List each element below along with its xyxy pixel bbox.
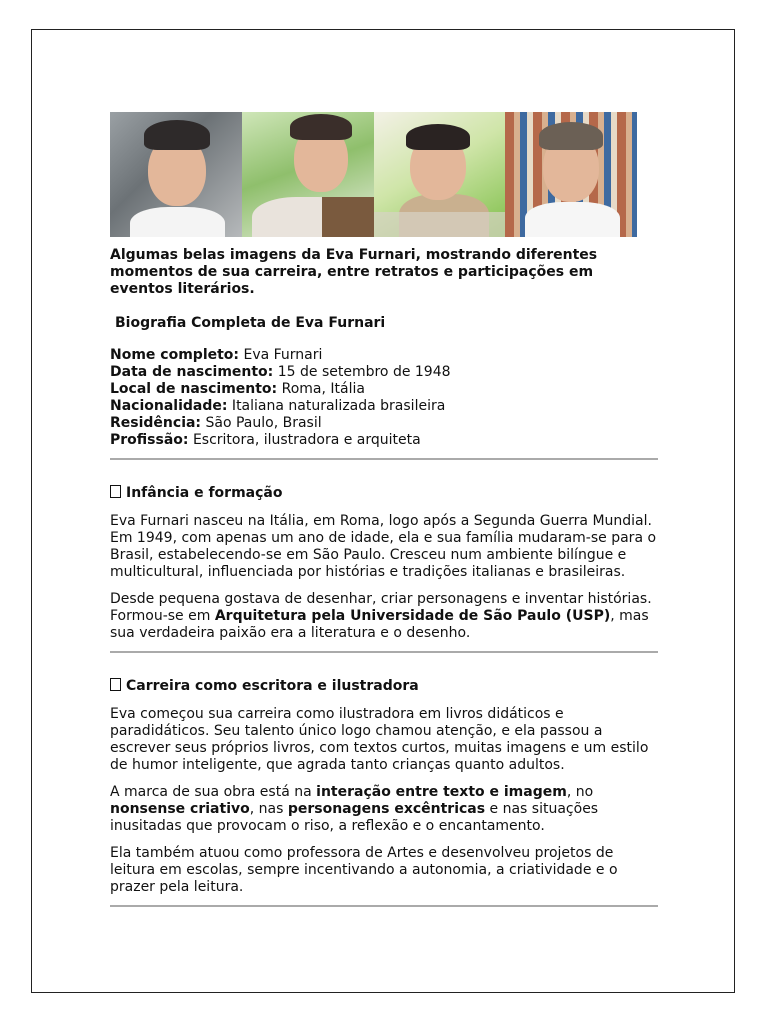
photo-strip	[110, 112, 637, 237]
fact-nationality: Nacionalidade: Italiana naturalizada brasileira	[110, 398, 446, 414]
divider	[110, 458, 658, 460]
portrait-photo-2	[242, 112, 374, 237]
section-career-paragraph-2: A marca de sua obra está na interação entre texto e imagem, no nonsense criativo, nas personagens excêntricas e nas situações inusitadas que provocam o riso, a reflexão e o encantamento.	[110, 784, 599, 834]
missing-glyph-icon	[110, 678, 121, 691]
section-career-paragraph-1: Eva começou sua carreira como ilustradora em livros didáticos e paradidáticos. Seu talento único logo chamou atenção, e ela passou a escrever seus próprios livros, com textos curtos, muitas imagens e um estilo de humor inteligente, que agrada tanto crianças quanto adultos.	[110, 706, 649, 773]
fact-residence: Residência: São Paulo, Brasil	[110, 415, 322, 431]
fact-profession: Profissão: Escritora, ilustradora e arquiteta	[110, 432, 421, 448]
section-career-paragraph-3: Ela também atuou como professora de Artes e desenvolveu projetos de leitura em escolas, sempre incentivando a autonomia, a criatividade e o prazer pela leitura.	[110, 845, 618, 895]
fact-birth-date: Data de nascimento: 15 de setembro de 1948	[110, 364, 451, 380]
missing-glyph-icon	[110, 485, 121, 498]
section-childhood-title: Infância e formação	[110, 485, 658, 501]
section-childhood-paragraph-1: Eva Furnari nasceu na Itália, em Roma, logo após a Segunda Guerra Mundial. Em 1949, com apenas um ano de idade, ela e sua família mudaram-se para o Brasil, estabelecendo-se em São Paulo. Cresceu num ambiente bilíngue e multicultural, influenciada por histórias e tradições italianas e brasileiras.	[110, 513, 657, 580]
fact-full-name: Nome completo: Eva Furnari	[110, 347, 323, 363]
facts-list	[110, 347, 658, 449]
portrait-photo-4	[505, 112, 637, 237]
divider	[110, 905, 658, 907]
divider	[110, 651, 658, 653]
portrait-photo-1	[110, 112, 242, 237]
photo-caption: Algumas belas imagens da Eva Furnari, mostrando diferentes momentos de sua carreira, entre retratos e participações em eventos literários.	[110, 247, 598, 297]
section-childhood-paragraph-2: Desde pequena gostava de desenhar, criar personagens e inventar histórias. Formou-se em Arquitetura pela Universidade de São Paulo (USP), mas sua verdadeira paixão era a literatura e o desenho.	[110, 591, 652, 641]
section-career-title: Carreira como escritora e ilustradora	[110, 678, 658, 694]
portrait-photo-3	[374, 112, 506, 237]
fact-birth-place: Local de nascimento: Roma, Itália	[110, 381, 365, 397]
document-content	[110, 112, 658, 907]
biography-title: Biografia Completa de Eva Furnari	[115, 315, 386, 331]
